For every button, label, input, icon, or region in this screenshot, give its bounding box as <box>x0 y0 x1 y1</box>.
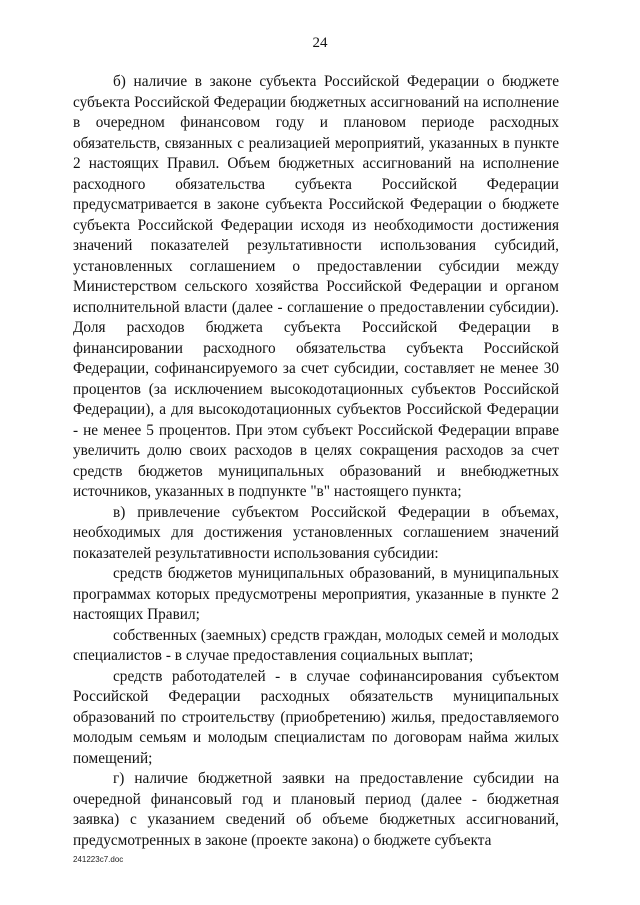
paragraph-b: б) наличие в законе субъекта Российской Федерации о бюджете субъекта Российской Федерации бюджетных ассигнований на исполнение в очередном финансовом году и плановом периоде расходных обязательств, связанных с реализацией мероприятий, указанных в пункте 2 настоящих Правил. Объем бюджетных ассигнований на исполнение расходного обязательства субъекта Российской Федерации предусматривается в законе субъекта Российской Федерации о бюджете субъекта Российской Федерации исходя из необходимости достижения значений показателей результативности использования субсидий, установленных соглашением о предоставлении субсидии между Министерством сельского хозяйства Российской Федерации и органом исполнительной власти (далее - соглашение о предоставлении субсидии). Доля расходов бюджета субъекта Российской Федерации в финансировании расходного обязательства субъекта Российской Федерации, софинансируемого за счет субсидии, составляет не менее 30 процентов (за исключением высокодотационных субъектов Российской Федерации), а для высокодотационных субъектов Российской Федерации - не менее 5 процентов. При этом субъект Российской Федерации вправе увеличить долю своих расходов в целях сокращения расходов за счет средств бюджетов муниципальных образований и внебюджетных источников, указанных в подпункте "в" настоящего пункта; <box>73 73 559 500</box>
paragraph-g: г) наличие бюджетной заявки на предоставление субсидии на очередной финансовый год и плановый период (далее - бюджетная заявка) с указанием сведений об объеме бюджетных ассигнований, предусмотренных в законе (проекте закона) о бюджете субъекта <box>73 770 559 849</box>
footer-filename: 241223c7.doc <box>73 855 124 864</box>
paragraph-municipal-budgets: средств бюджетов муниципальных образований, в муниципальных программах которых предусмотрены мероприятия, указанные в пункте 2 настоящих Правил; <box>73 565 559 623</box>
paragraph-employer-funds: средств работодателей - в случае софинансирования субъектом Российской Федерации расходных обязательств муниципальных образований по строительству (приобретению) жилья, предоставляемого молодым семьям и молодым специалистам по договорам найма жилых помещений; <box>73 667 559 767</box>
paragraph-citizen-funds: собственных (заемных) средств граждан, молодых семей и молодых специалистов - в случае предоставления социальных выплат; <box>73 626 559 664</box>
page-number: 24 <box>312 35 328 51</box>
paragraph-v: в) привлечение субъектом Российской Федерации в объемах, необходимых для достижения установленных соглашением значений показателей результативности использования субсидии: <box>73 503 559 562</box>
document-body <box>73 72 559 851</box>
